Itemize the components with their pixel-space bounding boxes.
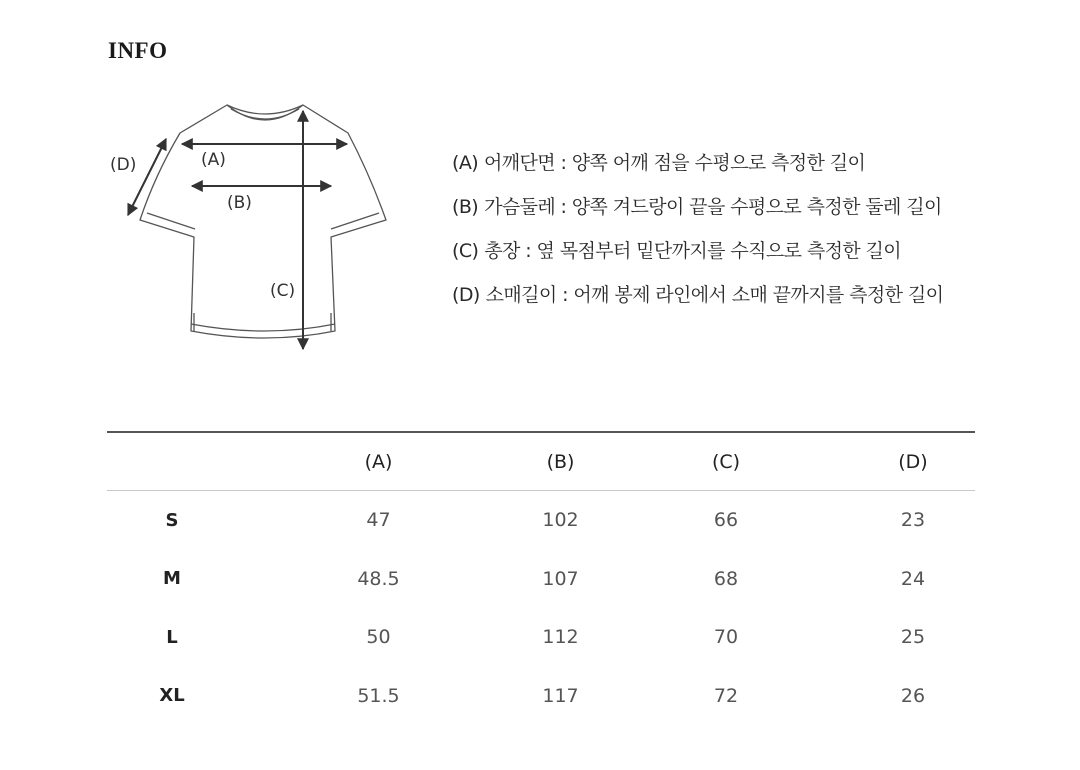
legend-description: 양쪽 겨드랑이 끝을 수평으로 측정한 둘레 길이 bbox=[571, 196, 942, 218]
legend-description: 양쪽 어깨 점을 수평으로 측정한 길이 bbox=[571, 152, 866, 174]
table-row bbox=[107, 667, 975, 726]
table-header-cell: (A) bbox=[364, 450, 393, 473]
table-header-cell bbox=[107, 432, 237, 491]
size-label: M bbox=[163, 568, 181, 590]
legend-code: (D) bbox=[452, 284, 480, 306]
table-cell: 24 bbox=[900, 567, 926, 590]
table-header-row bbox=[107, 432, 975, 491]
measurement-legend bbox=[452, 146, 1052, 322]
table-header-cell: (D) bbox=[898, 450, 928, 473]
table-cell: 66 bbox=[713, 509, 739, 532]
diagram-label-b: (B) bbox=[227, 193, 252, 213]
table-cell: 107 bbox=[542, 567, 579, 590]
page-title: INFO bbox=[108, 38, 168, 63]
table-row bbox=[107, 608, 975, 667]
table-header-cell: (B) bbox=[546, 450, 575, 473]
diagram-label-d: (D) bbox=[110, 155, 137, 175]
diagram-label-c: (C) bbox=[270, 281, 296, 301]
tshirt-measurement-diagram bbox=[100, 95, 400, 365]
table-cell: 68 bbox=[713, 567, 739, 590]
table-cell: 47 bbox=[366, 509, 391, 532]
legend-item-a: (A) 어깨단면 : 양쪽 어깨 점을 수평으로 측정한 길이 bbox=[452, 152, 866, 174]
size-label: XL bbox=[159, 685, 185, 707]
table-cell: 112 bbox=[542, 626, 579, 649]
legend-code: (A) bbox=[452, 152, 479, 174]
legend-description: 어깨 봉제 라인에서 소매 끝까지를 측정한 길이 bbox=[573, 284, 944, 306]
table-cell: 117 bbox=[542, 684, 579, 707]
table-cell: 25 bbox=[900, 626, 926, 649]
table-cell: 48.5 bbox=[357, 567, 400, 590]
legend-description: 옆 목점부터 밑단까지를 수직으로 측정한 길이 bbox=[536, 240, 902, 262]
legend-term: 어깨단면 bbox=[484, 152, 556, 174]
table-cell: 23 bbox=[900, 509, 926, 532]
table-cell: 50 bbox=[366, 626, 391, 649]
table-row bbox=[107, 550, 975, 609]
legend-code: (B) bbox=[452, 196, 479, 218]
table-cell: 72 bbox=[713, 684, 739, 707]
legend-term: 총장 bbox=[484, 240, 520, 262]
table-cell: 26 bbox=[900, 684, 926, 707]
table-cell: 70 bbox=[713, 626, 739, 649]
legend-code: (C) bbox=[452, 240, 479, 262]
table-header-cell: (C) bbox=[711, 450, 741, 473]
table-cell: 102 bbox=[542, 509, 579, 532]
legend-term: 가슴둘레 bbox=[484, 196, 556, 218]
size-label: L bbox=[166, 626, 178, 648]
legend-item-c: (C) 총장 : 옆 목점부터 밑단까지를 수직으로 측정한 길이 bbox=[452, 240, 902, 262]
table-row bbox=[107, 491, 975, 550]
tshirt-outline bbox=[140, 105, 386, 338]
size-label: S bbox=[165, 509, 179, 531]
legend-item-d: (D) 소매길이 : 어깨 봉제 라인에서 소매 끝까지를 측정한 길이 bbox=[452, 284, 944, 306]
legend-term: 소매길이 bbox=[485, 284, 557, 306]
size-table bbox=[107, 431, 975, 725]
legend-item-b: (B) 가슴둘레 : 양쪽 겨드랑이 끝을 수평으로 측정한 둘레 길이 bbox=[452, 196, 942, 218]
table-cell: 51.5 bbox=[357, 684, 400, 707]
diagram-label-a: (A) bbox=[201, 150, 226, 170]
